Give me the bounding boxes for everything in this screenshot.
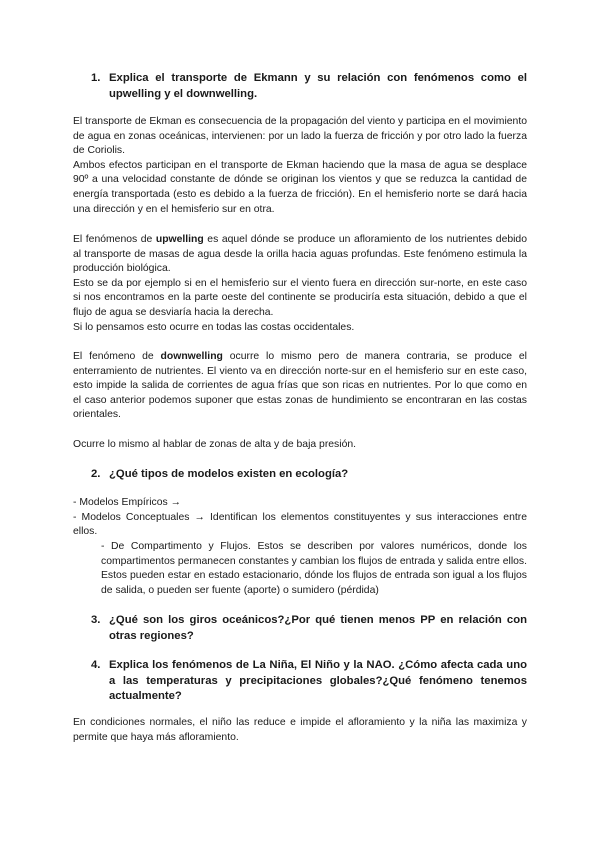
modelos-sublist (101, 540, 527, 598)
downwelling-paragraph (73, 350, 527, 423)
presion-text: Ocurre lo mismo al hablar de zonas de alta y de baja presión. (73, 439, 357, 450)
nino-paragraph (73, 716, 527, 745)
nino-text: En condiciones normales, el niño las reduce e impide el afloramiento y la niña las maximiza y permite que haya más afloramiento. (73, 717, 527, 743)
presion-paragraph (73, 438, 527, 453)
upwelling-post: es aquel dónde se produce un afloramiento de los nutrientes debido al transporte de masas de agua desde la orilla hacia aguas profundas. Este fenómeno estimula la producción biológica. (73, 234, 527, 275)
downwelling-pre: El fenómeno de (73, 351, 161, 362)
modelos-empiricos: - Modelos Empíricos → (73, 497, 181, 508)
downwelling-post: ocurre lo mismo pero de manera contraria, se produce el enterramiento de nutrientes. El viento va en dirección norte-sur en el hemisferio sur en este caso, esto impide la salida de corrientes de agua frías que son ricas en nutrientes. Por lo que como en el caso anterior podemos suponer que estas zonas de hundimiento se encontraran en las costas orientales. (73, 351, 527, 421)
upwelling-text-2: Esto se da por ejemplo si en el hemisferio sur el viento fuera en dirección sur-norte, en este caso si nos encontramos en la parte oeste del continente se produciría esta situación, debido a que el flujo de agua se desviaría hacia la derecha. (73, 277, 527, 318)
ekman-text-1: El transporte de Ekman es consecuencia de la propagación del viento y participa en el movimiento de agua en zonas oceánicas, intervienen: por un lado la fuerza de fricción y por otro lado la fuerza de Coriolis. (73, 116, 527, 157)
question-text: Explica los fenómenos de La Niña, El Niño y la NAO. ¿Cómo afecta cada uno a las temperaturas y precipitaciones globales?¿Qué fenómeno tenemos actualmente? (109, 659, 527, 702)
modelos-compartimento: - De Compartimento y Flujos. Estos se describen por valores numéricos, donde los compartimentos permanecen constantes y cambian los flujos de entrada y salida entre ellos. Estos pueden estar en estado estacionario, dónde los flujos de entrada son igual a los flujos de salida, o pueden ser fuente (aporte) o sumidero (pérdida) (101, 541, 527, 596)
question-number: 1. (91, 72, 101, 84)
question-number: 4. (91, 659, 101, 671)
upwelling-paragraph (73, 233, 527, 335)
upwelling-text-1 (73, 233, 527, 277)
upwelling-term: upwelling (155, 234, 204, 245)
ekman-text-2: Ambos efectos participan en el transporte de Ekman haciendo que la masa de agua se desplace 90º a una velocidad constante de dónde se originan los vientos y que se reduzca la cantidad de energía transportada (esto es debido a la fuerza de fricción). En el hemisferio norte se dará hacia una dirección y en el hemisferio sur en otra. (73, 159, 527, 215)
modelos-list (73, 496, 527, 540)
ekman-paragraph (73, 115, 527, 217)
question-number: 3. (91, 614, 101, 626)
question-text: ¿Qué tipos de modelos existen en ecología? (109, 468, 349, 480)
question-number: 2. (91, 468, 101, 480)
question-text: ¿Qué son los giros oceánicos?¿Por qué tienen menos PP en relación con otras regiones? (109, 614, 527, 642)
modelos-conceptuales: - Modelos Conceptuales → Identifican los elementos constituyentes y sus interacciones entre ellos. (73, 511, 527, 538)
downwelling-text (73, 350, 527, 423)
question-text: Explica el transporte de Ekmann y su relación con fenómenos como el upwelling y el downwelling. (109, 72, 527, 100)
upwelling-pre: El fenómenos de (73, 234, 156, 245)
upwelling-text-3: Si lo pensamos esto ocurre en todas las costas occidentales. (73, 321, 355, 333)
downwelling-term: downwelling (160, 351, 223, 362)
